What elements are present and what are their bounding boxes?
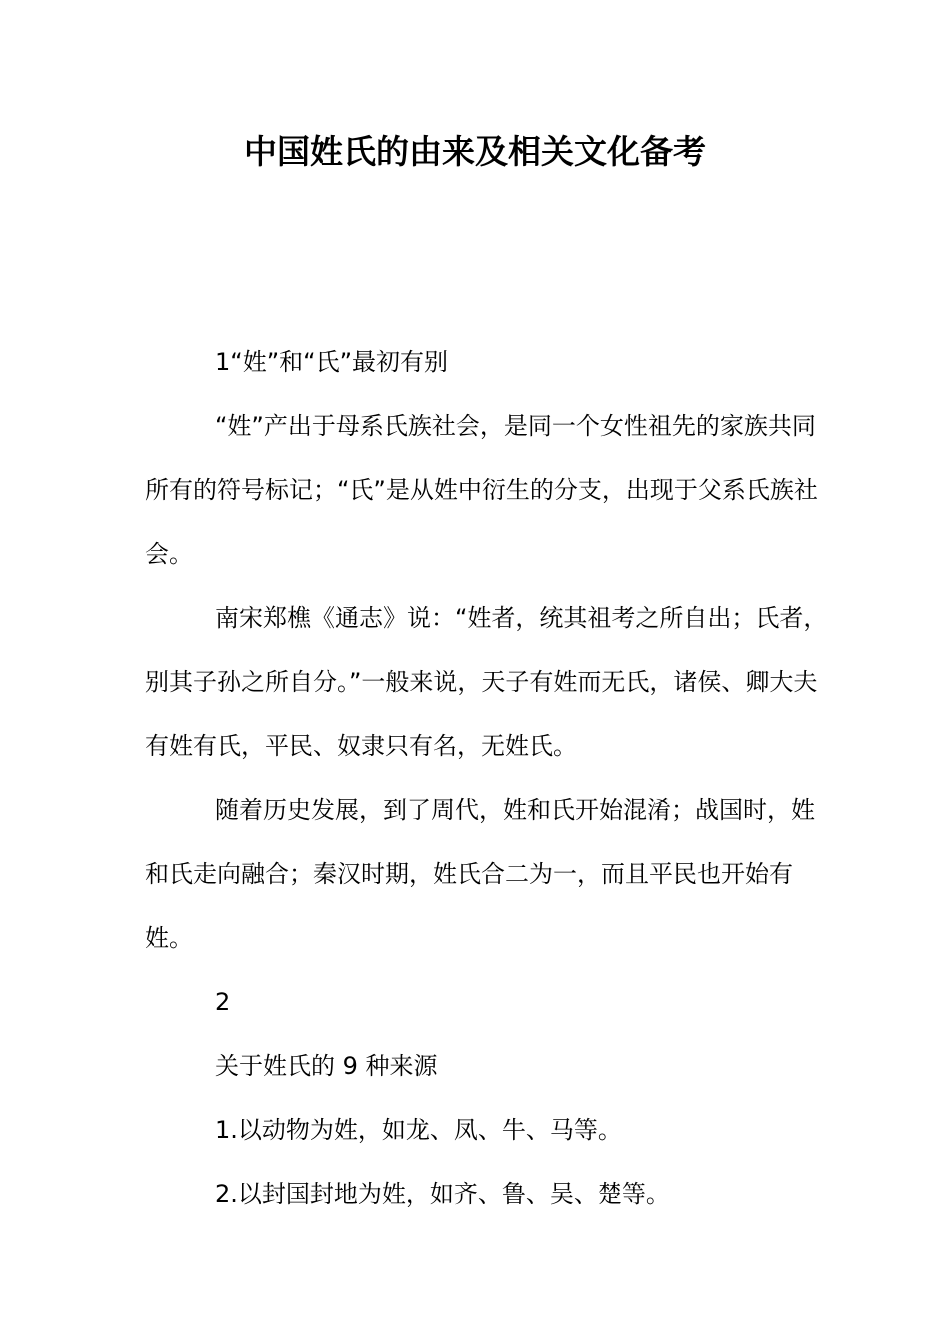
paragraph-xing-origin: “姓”产出于母系氏族社会，是同一个女性祖先的家族共同所有的符号标记；“氏”是从姓中衍生的分支，出现于父系氏族社会。 — [145, 412, 818, 568]
document-body — [145, 330, 835, 1226]
document-title: 中国姓氏的由来及相关文化备考 — [244, 132, 706, 171]
section-number-2: 2 — [215, 988, 231, 1016]
list-item-1: 1.以动物为姓，如龙、凤、牛、马等。 — [215, 1116, 622, 1144]
section-heading-2: 关于姓氏的 9 种来源 — [215, 1052, 438, 1080]
section-heading-1: 1“姓”和“氏”最初有别 — [215, 348, 449, 376]
paragraph-history: 随着历史发展，到了周代，姓和氏开始混淆；战国时，姓和氏走向融合；秦汉时期，姓氏合二为一，而且平民也开始有姓。 — [145, 796, 815, 952]
list-item-2: 2.以封国封地为姓，如齐、鲁、吴、楚等。 — [215, 1180, 670, 1208]
paragraph-tongzhi-quote: 南宋郑樵《通志》说：“姓者，统其祖考之所自出；氏者，别其子孙之所自分。”一般来说，天子有姓而无氏，诸侯、卿大夫有姓有氏，平民、奴隶只有名，无姓氏。 — [145, 604, 828, 760]
